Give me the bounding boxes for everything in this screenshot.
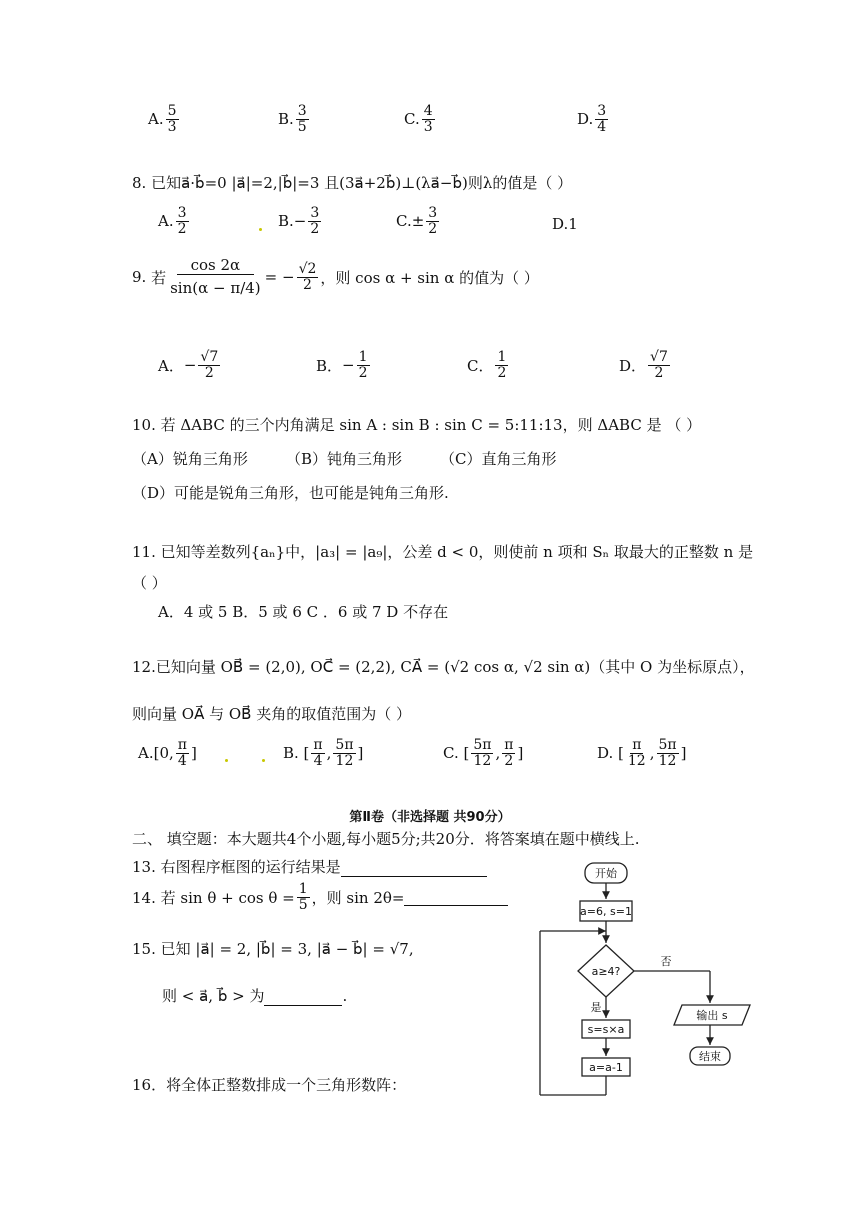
q13-stem [132, 856, 487, 877]
fraction [471, 738, 493, 768]
fraction [198, 350, 220, 380]
fraction [296, 104, 309, 134]
separator: , [495, 744, 501, 763]
question-text: 已知等差数列{aₙ}中，|a₃| = |a₉|，公差 d < 0，则使前 n 项和 Sₙ 取最大的正整数 n 是 [160, 543, 754, 561]
stray-mark [262, 759, 265, 762]
numerator: 1 [358, 349, 368, 365]
denominator: 12 [658, 752, 677, 769]
separator: , [326, 744, 332, 763]
q7-option-b [278, 104, 311, 134]
q12-stem-line1: 12.已知向量 OB⃗ = (2,0), OC⃗ = (2,2), CA⃗ = (√2 cos α, √2 sin α)（其中 O 为坐标原点）， [132, 658, 755, 676]
q12-option-b [283, 738, 363, 768]
q10-option-d: （D）可能是锐角三角形，也可能是钝角三角形. [132, 484, 449, 502]
denominator: 3 [423, 118, 433, 135]
bracket: ] [680, 744, 687, 763]
numerator: 5π [658, 737, 677, 753]
fraction [502, 738, 515, 768]
numerator: 5 [167, 103, 177, 119]
numerator: 3 [177, 205, 187, 221]
q12-option-d [597, 738, 686, 768]
option-label: A.[0, [138, 744, 174, 763]
denominator: 4 [177, 752, 187, 769]
q15-line2 [162, 985, 347, 1006]
bracket: ] [357, 744, 364, 763]
denominator: 2 [497, 364, 507, 381]
q11-options: A．4 或 5 B．5 或 6 C ．6 或 7 D 不存在 [158, 603, 449, 621]
fraction [595, 104, 608, 134]
option-label: A． [158, 356, 184, 375]
numerator: π [177, 737, 187, 753]
numerator: π [313, 737, 323, 753]
sign: − [183, 356, 197, 375]
denominator: 12 [473, 752, 492, 769]
option-label: A. [158, 212, 174, 231]
denominator: 2 [303, 276, 312, 293]
end-label: 结束 [699, 1050, 721, 1063]
q9-option-d [619, 350, 672, 380]
numerator: 5π [473, 737, 492, 753]
denominator: 4 [597, 118, 607, 135]
fraction [495, 350, 508, 380]
section-intro: 二、 填空题：本大题共4个小题,每小题5分;共20分．将答案填在题中横线上. [132, 830, 640, 848]
denominator: 12 [335, 752, 354, 769]
denominator: 2 [177, 220, 187, 237]
numerator: π [632, 737, 642, 753]
answer-blank[interactable] [341, 860, 487, 877]
q7-option-c [404, 104, 437, 134]
denominator: 2 [504, 752, 514, 769]
question-number: 8. [132, 174, 147, 192]
numerator: √7 [650, 349, 668, 365]
fraction [308, 206, 321, 236]
fraction [426, 206, 439, 236]
denominator: 2 [204, 364, 214, 381]
fraction [311, 738, 324, 768]
denominator: 4 [313, 752, 323, 769]
sign: − [342, 356, 355, 375]
question-text: 13. 右图程序框图的运行结果是 [132, 858, 341, 876]
yes-label: 是 [590, 1001, 602, 1014]
q11-paren: （ ） [132, 574, 167, 592]
decrement-label: a=a-1 [589, 1061, 623, 1074]
start-label: 开始 [595, 867, 617, 880]
denominator: 12 [627, 752, 646, 769]
option-label: C． [467, 356, 494, 375]
q16-stem: 16．将全体正整数排成一个三角形数阵： [132, 1076, 407, 1094]
bracket: ] [190, 744, 197, 763]
question-suffix: . [342, 987, 348, 1005]
fraction [648, 350, 670, 380]
q10-option-b: （B）钝角三角形 [286, 450, 403, 468]
question-suffix: ，则 sin 2θ= [311, 888, 405, 907]
q10-option-c: （C）直角三角形 [440, 450, 557, 468]
numerator: √2 [298, 261, 317, 278]
question-prefix: 14. 若 sin θ + cos θ = [132, 888, 295, 907]
q10-option-a: （A）锐角三角形 [132, 450, 248, 468]
option-label: C. [396, 212, 412, 231]
option-label: B. [278, 212, 294, 231]
numerator: 1 [497, 349, 507, 365]
numerator: 3 [297, 103, 307, 119]
question-number: 10. [132, 416, 156, 434]
numerator: 3 [310, 205, 320, 221]
fraction [176, 738, 189, 768]
q7-option-a [148, 104, 181, 134]
option-label: B． [316, 356, 343, 375]
numerator: 3 [428, 205, 438, 221]
question-prefix: 则 < a⃗, b⃗ > 为 [162, 987, 265, 1005]
answer-blank[interactable] [264, 989, 342, 1006]
q8-option-a [158, 206, 191, 236]
option-label: C. [404, 110, 420, 129]
option-label: D.1 [552, 215, 578, 233]
fraction [422, 104, 435, 134]
numerator: √7 [200, 349, 219, 365]
question-suffix: ，则 cos α + sin α 的值为（ ） [320, 268, 539, 287]
q8-option-b [278, 206, 323, 236]
init-label: a=6, s=1 [580, 905, 632, 918]
q9-option-a [158, 350, 222, 380]
condition-label: a≥4? [591, 965, 621, 978]
numerator: 1 [298, 881, 308, 897]
q11-stem [132, 541, 753, 562]
stray-mark [259, 228, 262, 231]
q8-option-d [552, 215, 578, 233]
denominator: 2 [358, 364, 368, 381]
q12-stem-line2: 则向量 OA⃗ 与 OB⃗ 夹角的取值范围为（ ） [132, 705, 411, 723]
option-label: D. [577, 110, 594, 129]
numerator: 5π [335, 737, 354, 753]
denominator: 5 [298, 896, 308, 913]
denominator: sin(α − π/4) [170, 278, 261, 297]
denominator: 2 [654, 364, 664, 381]
no-label: 否 [660, 955, 672, 968]
option-label: D. [ [597, 744, 624, 763]
fraction [357, 350, 370, 380]
fraction [297, 882, 310, 912]
equals: = − [264, 268, 295, 287]
stray-mark [225, 759, 228, 762]
fraction [176, 206, 189, 236]
option-label: B. [ [283, 744, 310, 763]
denominator: 5 [297, 118, 307, 135]
q7-option-d [577, 104, 610, 134]
question-number: 11. [132, 543, 156, 561]
section-title: 第Ⅱ卷（非选择题 共90分） [349, 810, 511, 825]
q10-stem [132, 414, 701, 435]
answer-blank[interactable] [404, 889, 508, 906]
option-label: A. [148, 110, 164, 129]
option-label: C. [ [443, 744, 470, 763]
question-text: 若 ΔABC 的三个内角满足 sin A : sin B : sin C = 5:11:13，则 ΔABC 是 （ ） [160, 416, 702, 434]
denominator: 2 [310, 220, 320, 237]
main-fraction [168, 258, 263, 297]
question-prefix: 若 [151, 268, 167, 287]
q8-stem [132, 172, 572, 193]
bracket: ] [517, 744, 524, 763]
sign: − [293, 212, 307, 231]
option-label: B. [278, 110, 294, 129]
separator: , [649, 744, 655, 763]
numerator: cos 2α [177, 258, 255, 275]
q9-option-b [316, 350, 372, 380]
q12-option-c [443, 738, 523, 768]
q9-option-c [467, 350, 510, 380]
denominator: 3 [167, 118, 177, 135]
q14-stem [132, 882, 508, 912]
fraction [657, 738, 679, 768]
question-number: 9. [132, 268, 147, 287]
question-text: 已知a⃗·b⃗=0 |a⃗|=2,|b⃗|=3 且(3a⃗+2b⃗)⊥(λa⃗−b⃗)则λ的值是（ ） [151, 174, 573, 192]
sign: ± [411, 212, 425, 231]
numerator: 3 [597, 103, 607, 119]
q15-line1: 15. 已知 |a⃗| = 2, |b⃗| = 3, |a⃗ − b⃗| = √7, [132, 940, 414, 958]
output-label: 输出 s [696, 1009, 728, 1022]
program-flowchart [530, 855, 775, 1110]
q8-option-c [396, 206, 441, 236]
numerator: π [504, 737, 514, 753]
fraction [333, 738, 355, 768]
option-label: D． [619, 356, 647, 375]
multiply-label: s=s×a [587, 1023, 625, 1036]
q12-option-a [138, 738, 197, 768]
rhs-fraction [297, 262, 319, 292]
fraction [626, 738, 648, 768]
numerator: 4 [423, 103, 433, 119]
denominator: 2 [428, 220, 438, 237]
fraction [166, 104, 179, 134]
q9-stem [132, 258, 539, 297]
